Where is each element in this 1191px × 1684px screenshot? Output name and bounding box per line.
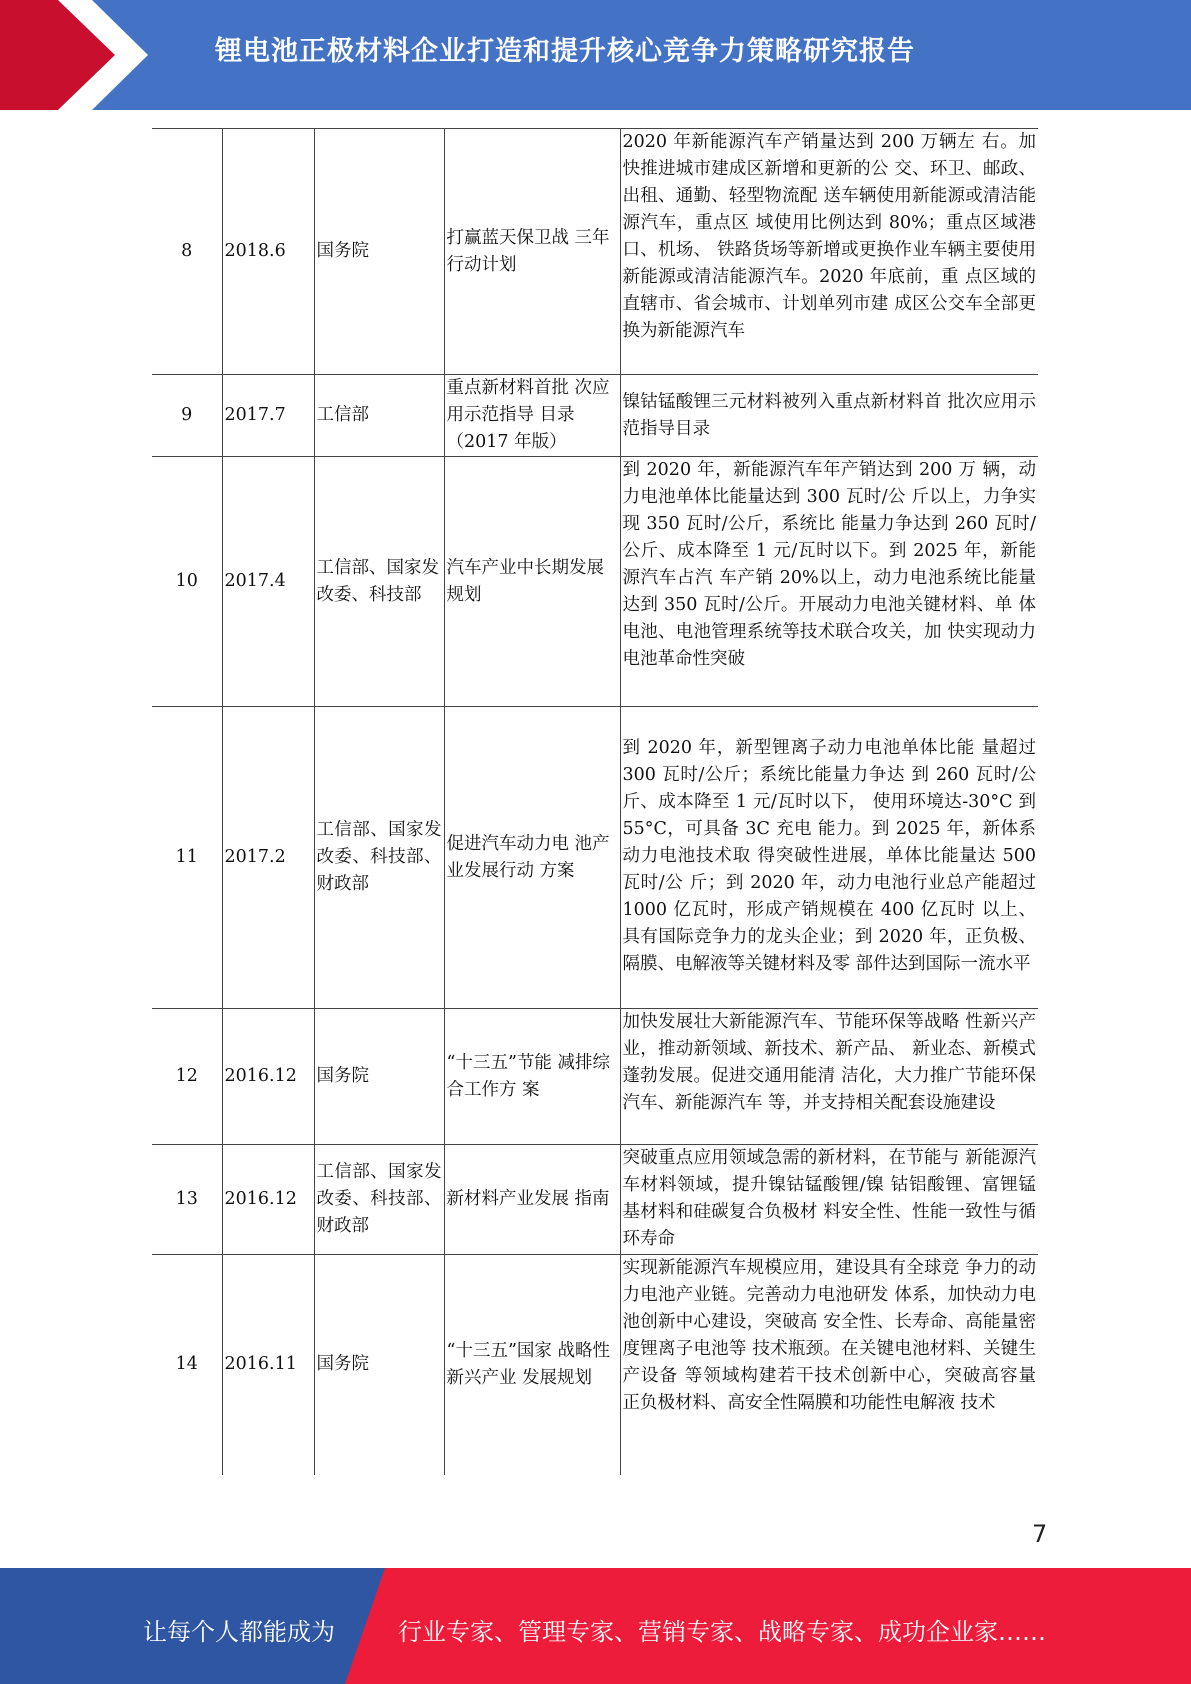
row-policy: 打赢蓝天保卫战 三年行动计划 bbox=[444, 129, 620, 375]
row-date: 2016.12 bbox=[222, 1145, 314, 1255]
row-content: 加快发展壮大新能源汽车、节能环保等战略 性新兴产业，推动新领域、新技术、新产品、 新业态、新模式蓬勃发展。促进交通用能清 洁化，大力推广节能环保汽车、新能源汽车 等，并支持相关配套设施建设 bbox=[620, 1009, 1038, 1145]
row-department: 工信部 bbox=[314, 375, 444, 457]
row-number: 9 bbox=[152, 375, 222, 457]
row-policy: 汽车产业中长期发展规划 bbox=[444, 457, 620, 707]
policy-table bbox=[152, 128, 1038, 1475]
row-department: 工信部、国家发改委、科技部 bbox=[314, 457, 444, 707]
row-date: 2017.2 bbox=[222, 707, 314, 1009]
row-content: 到 2020 年，新能源汽车年产销达到 200 万 辆，动力电池单体比能量达到 300 瓦时/公 斤以上，力争实现 350 瓦时/公斤，系统比 能量力争达到 260 瓦时/公斤、成本降至 1 元/瓦时以下。到 2025 年，新能源汽车占汽 车产销 20%以上，动力电池系统比能量达到 350 瓦时/公斤。开展动力电池关键材料、单 体电池、电池管理系统等技术联合攻关，加 快实现动力电池革命性突破 bbox=[620, 457, 1038, 707]
table-row bbox=[152, 457, 1038, 707]
row-policy: 新材料产业发展 指南 bbox=[444, 1145, 620, 1255]
row-content: 2020 年新能源汽车产销量达到 200 万辆左 右。加快推进城市建成区新增和更新的公 交、环卫、邮政、出租、通勤、轻型物流配 送车辆使用新能源或清洁能源汽车，重点区 域使用比例达到 80%；重点区域港口、机场、 铁路货场等新增或更换作业车辆主要使用 新能源或清洁能源汽车。2020 年底前，重 点区域的直辖市、省会城市、计划单列市建 成区公交车全部更换为新能源汽车 bbox=[620, 129, 1038, 375]
row-department: 工信部、国家发改委、科技部、财政部 bbox=[314, 1145, 444, 1255]
row-content: 实现新能源汽车规模应用，建设具有全球竞 争力的动力电池产业链。完善动力电池研发 体系，加快动力电池创新中心建设，突破高 安全性、长寿命、高能量密度锂离子电池等 技术瓶颈。在关键电池材料、关键生产设备 等领域构建若干技术创新中心，突破高容量 正负极材料、高安全性隔膜和功能性电解液 技术 bbox=[620, 1255, 1038, 1475]
row-content: 突破重点应用领域急需的新材料，在节能与 新能源汽车材料领域，提升镍钴锰酸锂/镍 钴铝酸锂、富锂锰基材料和硅碳复合负极材 料安全性、性能一致性与循环寿命 bbox=[620, 1145, 1038, 1255]
report-title: 锂电池正极材料企业打造和提升核心竞争力策略研究报告 bbox=[215, 36, 915, 67]
table-row bbox=[152, 1145, 1038, 1255]
row-department: 国务院 bbox=[314, 1009, 444, 1145]
row-date: 2018.6 bbox=[222, 129, 314, 375]
row-policy: “十三五”国家 战略性新兴产业 发展规划 bbox=[444, 1255, 620, 1475]
footer-slogan-right: 行业专家、管理专家、营销专家、战略专家、成功企业家…… bbox=[398, 1618, 1046, 1646]
page-footer bbox=[0, 1568, 1191, 1684]
table-row bbox=[152, 707, 1038, 1009]
row-number: 8 bbox=[152, 129, 222, 375]
row-number: 12 bbox=[152, 1009, 222, 1145]
row-policy: “十三五”节能 减排综合工作方 案 bbox=[444, 1009, 620, 1145]
row-department: 国务院 bbox=[314, 1255, 444, 1475]
row-number: 10 bbox=[152, 457, 222, 707]
row-date: 2017.4 bbox=[222, 457, 314, 707]
row-content: 到 2020 年，新型锂离子动力电池单体比能 量超过 300 瓦时/公斤；系统比能量力争达 到 260 瓦时/公斤、成本降至 1 元/瓦时以下， 使用环境达-30°C 到 55°C，可具备 3C 充电 能力。到 2025 年，新体系动力电池技术取 得突破性进展，单体比能量达 500 瓦时/公 斤；到 2020 年，动力电池行业总产能超过 1000 亿瓦时，形成产销规模在 400 亿瓦时 以上、具有国际竞争力的龙头企业；到 2020 年，正负极、隔膜、电解液等关键材料及零 部件达到国际一流水平 bbox=[620, 707, 1038, 1009]
row-date: 2016.11 bbox=[222, 1255, 314, 1475]
row-date: 2017.7 bbox=[222, 375, 314, 457]
table-row bbox=[152, 375, 1038, 457]
page-header bbox=[0, 0, 1191, 110]
row-content: 镍钴锰酸锂三元材料被列入重点新材料首 批次应用示范指导目录 bbox=[620, 375, 1038, 457]
table-row bbox=[152, 1255, 1038, 1475]
row-department: 国务院 bbox=[314, 129, 444, 375]
row-number: 13 bbox=[152, 1145, 222, 1255]
row-date: 2016.12 bbox=[222, 1009, 314, 1145]
row-department: 工信部、国家发改委、科技部、财政部 bbox=[314, 707, 444, 1009]
table-row bbox=[152, 129, 1038, 375]
footer-slogan-left: 让每个人都能成为 bbox=[143, 1618, 335, 1646]
row-policy: 重点新材料首批 次应用示范指导 目录（2017 年版） bbox=[444, 375, 620, 457]
chevron-arrow-icon bbox=[0, 0, 150, 110]
row-number: 11 bbox=[152, 707, 222, 1009]
table-row bbox=[152, 1009, 1038, 1145]
row-number: 14 bbox=[152, 1255, 222, 1475]
row-policy: 促进汽车动力电 池产业发展行动 方案 bbox=[444, 707, 620, 1009]
page-number: 7 bbox=[1032, 1520, 1048, 1548]
